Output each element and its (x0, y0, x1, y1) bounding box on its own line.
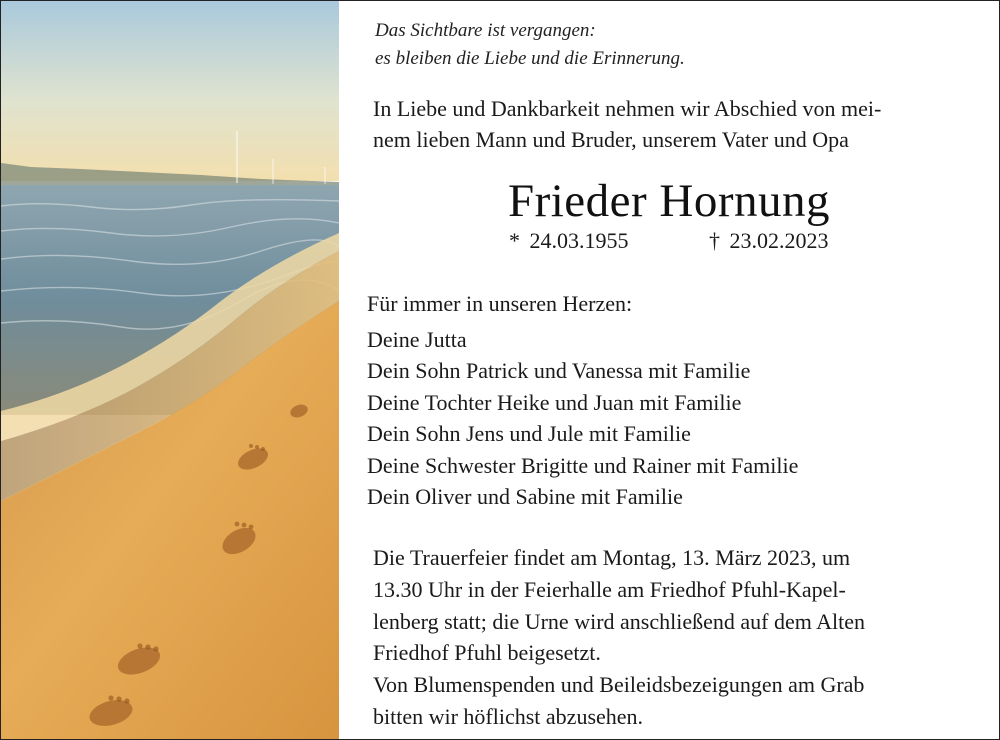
birth-date (509, 227, 629, 255)
intro-line-1: In Liebe und Dankbarkeit nehmen wir Abschied von mei- (373, 96, 882, 121)
intro-text (373, 93, 973, 155)
death-date (709, 227, 829, 255)
service-line: Friedhof Pfuhl beigesetzt. (373, 640, 601, 666)
motto (375, 17, 685, 73)
service-info (373, 542, 983, 733)
motto-line-1: Das Sichtbare ist vergangen: (375, 20, 596, 41)
service-line: Von Blumenspenden und Beileidsbezeigungen am Grab (373, 672, 865, 698)
motto-line-2: es bleiben die Liebe und die Erinnerung. (375, 48, 685, 69)
mourners-heading: Für immer in unseren Herzen: (367, 291, 633, 316)
service-line: bitten wir höflichst abzusehen. (373, 703, 644, 729)
service-line: 13.30 Uhr in der Feierhalle am Friedhof Pfuhl-Kapel- (373, 576, 846, 602)
service-line: lenberg statt; die Urne wird anschließend auf dem Alten (373, 608, 866, 634)
mourner-item: Dein Sohn Jens und Jule mit Familie (367, 421, 691, 446)
deceased-name: Frieder Hornung (507, 175, 831, 227)
beach-footprints-photo (1, 1, 339, 739)
birth-star-icon: * (509, 228, 520, 253)
death-date-value: 23.02.2023 (729, 228, 829, 253)
mourner-item: Dein Oliver und Sabine mit Familie (367, 484, 683, 509)
mourner-item: Deine Schwester Brigitte und Rainer mit Familie (367, 452, 799, 478)
notice-text-area (339, 1, 999, 739)
mourner-item: Dein Sohn Patrick und Vanessa mit Familie (367, 358, 751, 383)
mourner-item: Deine Tochter Heike und Juan mit Familie (367, 389, 742, 415)
mourners-list (367, 288, 987, 513)
cross-icon: † (709, 228, 720, 253)
intro-line-2: nem lieben Mann und Bruder, unserem Vater und Opa (373, 127, 849, 152)
birth-date-value: 24.03.1955 (529, 228, 629, 253)
mourner-item: Deine Jutta (367, 326, 467, 352)
service-line: Die Trauerfeier findet am Montag, 13. März 2023, um (373, 545, 851, 570)
